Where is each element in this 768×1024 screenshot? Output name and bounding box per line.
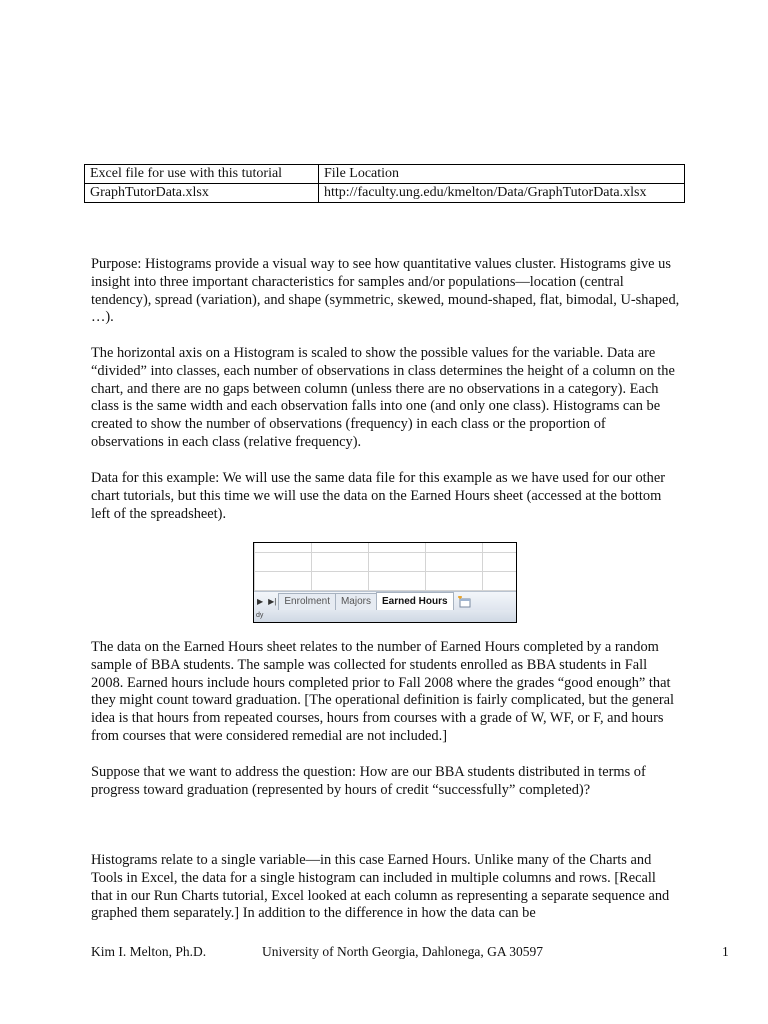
table-header-cell: File Location xyxy=(319,165,685,184)
sheet-tab-bar xyxy=(254,591,516,611)
tab-next-icon: ▶ xyxy=(257,596,264,606)
footer-university: University of North Georgia, Dahlonega, GA 30597 xyxy=(262,944,543,959)
sheet-tab-earned-hours: Earned Hours xyxy=(376,592,454,610)
single-variable-paragraph: Histograms relate to a single variable—in this case Earned Hours. Unlike many of the Charts and Tools in Excel, the data for a single histogram can included in multiple columns and rows. [Recall that in our Run Charts tutorial, Excel looked at each column as representing a separate sequence and graphed them separately.] In addition to the difference in how the data can be xyxy=(91,852,670,922)
sheet-tab-majors: Majors xyxy=(335,593,377,610)
page-number: 1 xyxy=(722,944,729,959)
table-header-cell: Excel file for use with this tutorial xyxy=(85,165,319,184)
spreadsheet-grid xyxy=(254,543,516,591)
table-header-row xyxy=(85,165,685,184)
tab-navigation xyxy=(254,592,279,610)
insert-sheet-icon xyxy=(456,594,472,610)
table-row xyxy=(85,184,685,203)
sheet-tab-enrolment: Enrolment xyxy=(278,593,336,610)
purpose-paragraph: Purpose: Histograms provide a visual way to see how quantitative values cluster. Histograms give us insight into three important characteristics for samples and/or populations—location (central tendency), spread (variation), and shape (symmetric, skewed, mound-shaped, flat, bimodal, U-shaped, …). xyxy=(91,256,680,326)
footer-author: Kim I. Melton, Ph.D. xyxy=(91,944,207,959)
earned-hours-paragraph: The data on the Earned Hours sheet relates to the number of Earned Hours completed by a random sample of BBA students. The sample was collected for students enrolled as BBA students in Fall 2008. Earned hours include hours completed prior to Fall 2008 where the grades “good enough” that they might count toward graduation. [The operational definition is fairly complicated, but the general idea is that hours from repeated courses, hours from courses with a grade of W, WF, or F, and hours from courses that were considered remedial are not included.] xyxy=(91,639,675,744)
axis-paragraph: The horizontal axis on a Histogram is scaled to show the possible values for the variable. Data are “divided” into classes, each number of observations in class determines the height of a column on the chart, and there are no gaps between column (unless there are no observations in a category). Each class is the same width and each observation falls into one (and only one class). Histograms can be created to show the number of observations (frequency) in each class or the proportion of observations in each class (relative frequency). xyxy=(91,345,675,450)
question-paragraph: Suppose that we want to address the question: How are our BBA students distributed in terms of progress toward graduation (represented by hours of credit “successfully” completed)? xyxy=(91,764,646,798)
status-bar: dy xyxy=(254,610,517,622)
file-name-cell: GraphTutorData.xlsx xyxy=(85,184,319,203)
tab-last-icon: ▶| xyxy=(268,596,277,606)
excel-sheet-tabs-screenshot xyxy=(253,542,517,623)
file-location-table xyxy=(84,164,685,203)
file-url-cell: http://faculty.ung.edu/kmelton/Data/GraphTutorData.xlsx xyxy=(319,184,685,203)
data-example-paragraph: Data for this example: We will use the same data file for this example as we have used for our other chart tutorials, but this time we will use the data on the Earned Hours sheet (accessed at the bottom left of the spreadsheet). xyxy=(91,470,666,522)
